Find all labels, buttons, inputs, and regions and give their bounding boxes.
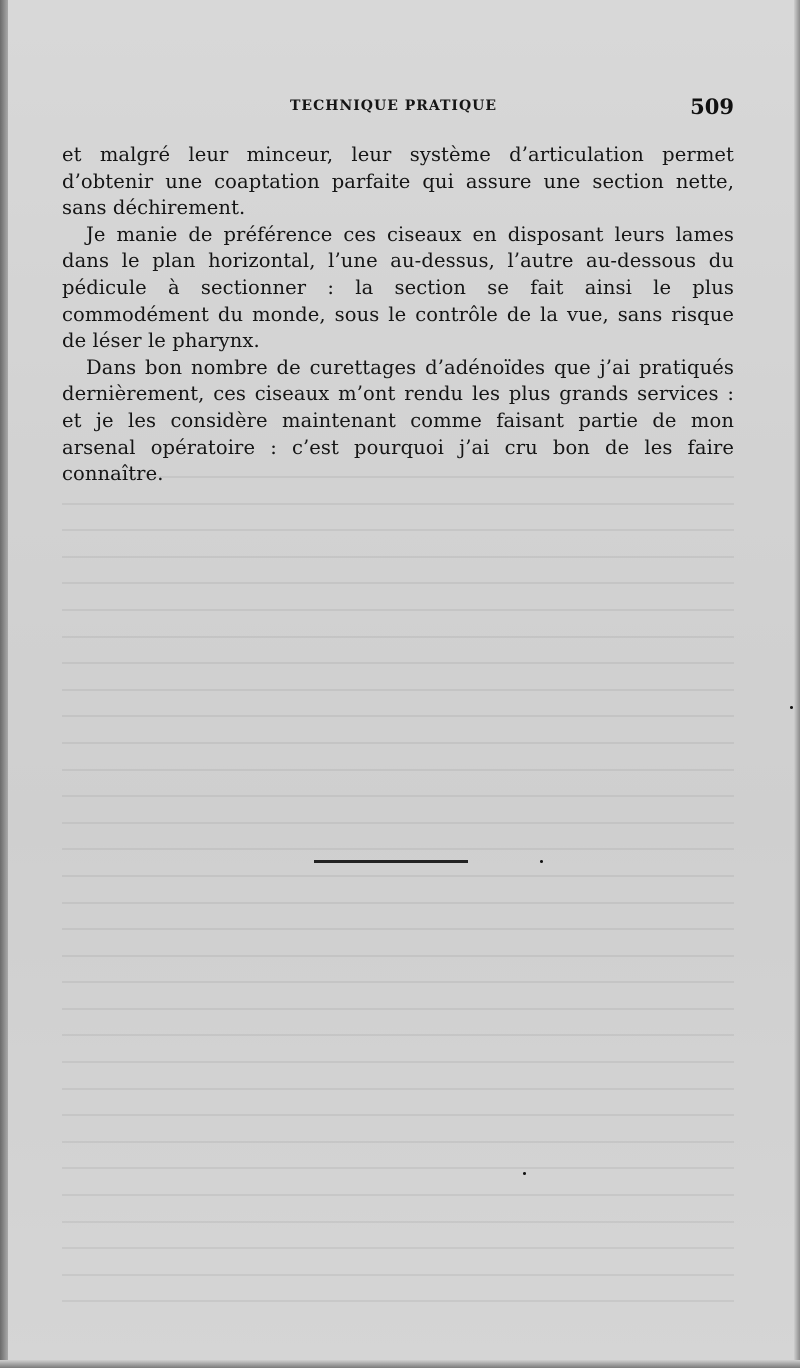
running-title: TECHNIQUE PRATIQUE [290, 98, 498, 114]
section-divider [314, 860, 468, 863]
speck-mark [540, 860, 543, 863]
page-bottom-edge [0, 1360, 800, 1368]
bleed-through-text [62, 476, 734, 1326]
speck-mark [523, 1172, 526, 1175]
running-header [62, 94, 734, 118]
page-number: 509 [690, 94, 734, 119]
page-right-edge [794, 0, 800, 1368]
paragraph-continued: et malgré leur minceur, leur système d’articulation permet d’obtenir une coaptation parfaite qui assure une section nette, sans déchirement. [62, 143, 734, 220]
body-text [62, 142, 734, 488]
speck-mark [790, 706, 793, 709]
paragraph: Dans bon nombre de curettages d’adénoïdes que j’ai pratiqués dernièrement, ces ciseaux m’ont rendu les plus grands services : et je les considère maintenant comme faisant partie de mon arsenal opératoire : c’est pourquoi j’ai cru bon de les faire connaître. [62, 355, 734, 486]
page-left-edge [0, 0, 8, 1368]
paragraph: Je manie de préférence ces ciseaux en disposant leurs lames dans le plan horizontal, l’une au-dessus, l’autre au-dessous du pédicule à sectionner : la section se fait ainsi le plus commodément du monde, sous le contrôle de la vue, sans risque de léser le pharynx. [62, 222, 734, 353]
